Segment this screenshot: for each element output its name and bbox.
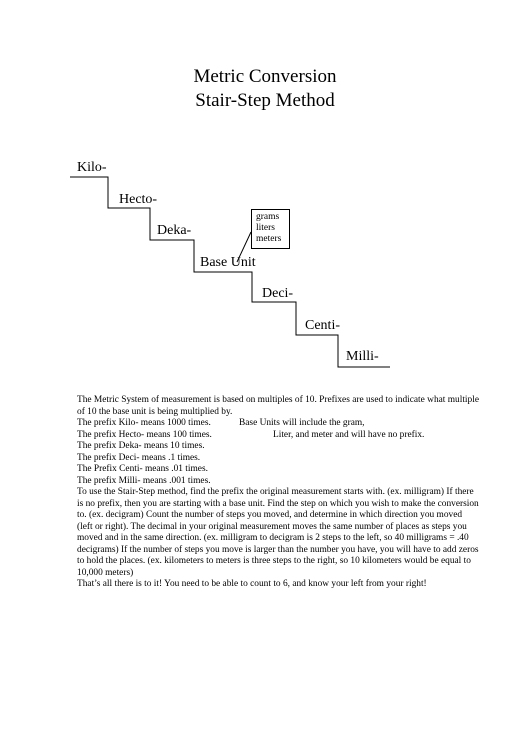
base-note-b: Liter, and meter and will have no prefix. (273, 429, 425, 440)
instruction-line: (left or right). The decimal in your original measurement moves the same number of places as steps you (77, 521, 467, 532)
base-note-a: Base Units will include the gram, (239, 418, 365, 428)
instruction-line: to hold the places. (ex. kilometers to meters is three steps to the right, so 10 kilometers would be equal to (77, 556, 471, 566)
instruction-line: To use the Stair-Step method, find the prefix the original measurement starts with. (ex. milligram) If there (77, 487, 474, 497)
instruction-line: moved and in the same direction. (ex. milligram to decigram is 2 steps to the left, so 40 milligrams = .40 (77, 533, 469, 543)
instruction-line: to. (ex. decigram) Count the number of steps you moved, and determine in which direction you moved (77, 510, 463, 520)
intro-line-2: of 10 the base unit is being multiplied by. (77, 406, 233, 417)
base-unit-liters: liters (256, 223, 275, 233)
step-kilo: Kilo- (77, 160, 107, 175)
page-subtitle: Stair-Step Method (195, 90, 335, 111)
step-deka: Deka- (157, 223, 192, 238)
prefix-kilo: The prefix Kilo- means 1000 times. (77, 418, 211, 428)
base-unit-meters: meters (256, 234, 282, 244)
prefix-milli: The prefix Milli- means .001 times. (77, 475, 211, 486)
step-milli: Milli- (346, 349, 379, 364)
intro-line-1: The Metric System of measurement is based on multiples of 10. Prefixes are used to indicate what multiple (77, 395, 479, 405)
prefix-deka: The prefix Deka- means 10 times. (77, 441, 205, 451)
step-hecto: Hecto- (119, 192, 158, 207)
prefix-hecto: The prefix Hecto- means 100 times. (77, 429, 212, 440)
instruction-line: 10,000 meters) (77, 567, 134, 578)
page-title: Metric Conversion (193, 66, 337, 87)
stair-line (70, 177, 390, 367)
base-unit-grams: grams (256, 212, 280, 222)
step-centi: Centi- (305, 318, 340, 333)
instruction-line: decigrams) If the number of steps you move is larger than the number you have, you will have to add zeros (77, 544, 479, 555)
prefix-deci: The prefix Deci- means .1 times. (77, 452, 201, 463)
step-base-unit: Base Unit (200, 255, 256, 270)
step-deci: Deci- (262, 286, 294, 301)
instruction-line: is no prefix, then you are starting with a base unit. Find the step on which you wish to make the conversion (77, 498, 479, 509)
closing-line: That’s all there is to it! You need to be able to count to 6, and know your left from your right! (77, 579, 427, 589)
prefix-centi: The Prefix Centi- means .01 times. (77, 464, 208, 474)
base-units-box (251, 209, 290, 249)
instructions-paragraph (77, 487, 479, 591)
